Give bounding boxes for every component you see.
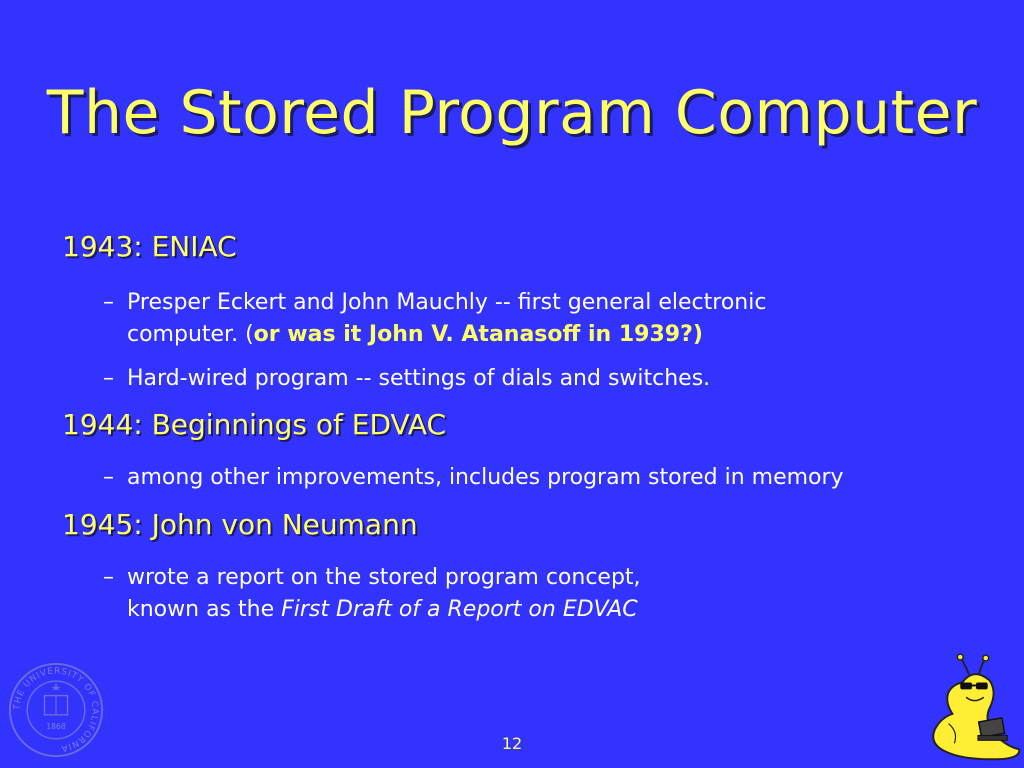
bullet-text-pre: known as the bbox=[127, 597, 282, 622]
bullet-text-pre: computer. ( bbox=[127, 322, 254, 347]
slide-title: The Stored Program Computer bbox=[46, 78, 978, 148]
section-heading-von-neumann: 1945: John von Neumann bbox=[62, 508, 418, 541]
bullet-text: among other improvements, includes program stored in memory bbox=[127, 465, 844, 490]
bullet-dash: – bbox=[103, 366, 114, 391]
bullet-dash: – bbox=[103, 565, 114, 590]
bullet-text: wrote a report on the stored program concept, bbox=[127, 565, 641, 590]
seal-ring-text: THE UNIVERSITY OF CALIFORNIA bbox=[12, 666, 100, 754]
section-heading-eniac: 1943: ENIAC bbox=[62, 230, 237, 263]
bullet-continuation bbox=[103, 594, 641, 626]
bullet-dash: – bbox=[103, 290, 114, 315]
bullet-first-draft bbox=[103, 562, 641, 626]
bullet-improvements bbox=[103, 462, 844, 494]
report-title-italic: First Draft of a Report on EDVAC bbox=[281, 597, 638, 622]
page-number: 12 bbox=[501, 734, 523, 753]
bullet-dash: – bbox=[103, 465, 114, 490]
seal-year: 1868 bbox=[46, 722, 66, 732]
bullet-hard-wired bbox=[103, 363, 710, 395]
bullet-text: Hard-wired program -- settings of dials and switches. bbox=[127, 366, 711, 391]
section-heading-edvac: 1944: Beginnings of EDVAC bbox=[62, 408, 447, 441]
bullet-text: Presper Eckert and John Mauchly -- first general electronic bbox=[127, 290, 767, 315]
bullet-continuation bbox=[103, 319, 766, 351]
bullet-eckert-mauchly bbox=[103, 287, 766, 351]
atanasoff-highlight: or was it John V. Atanasoff in 1939?) bbox=[253, 322, 703, 347]
